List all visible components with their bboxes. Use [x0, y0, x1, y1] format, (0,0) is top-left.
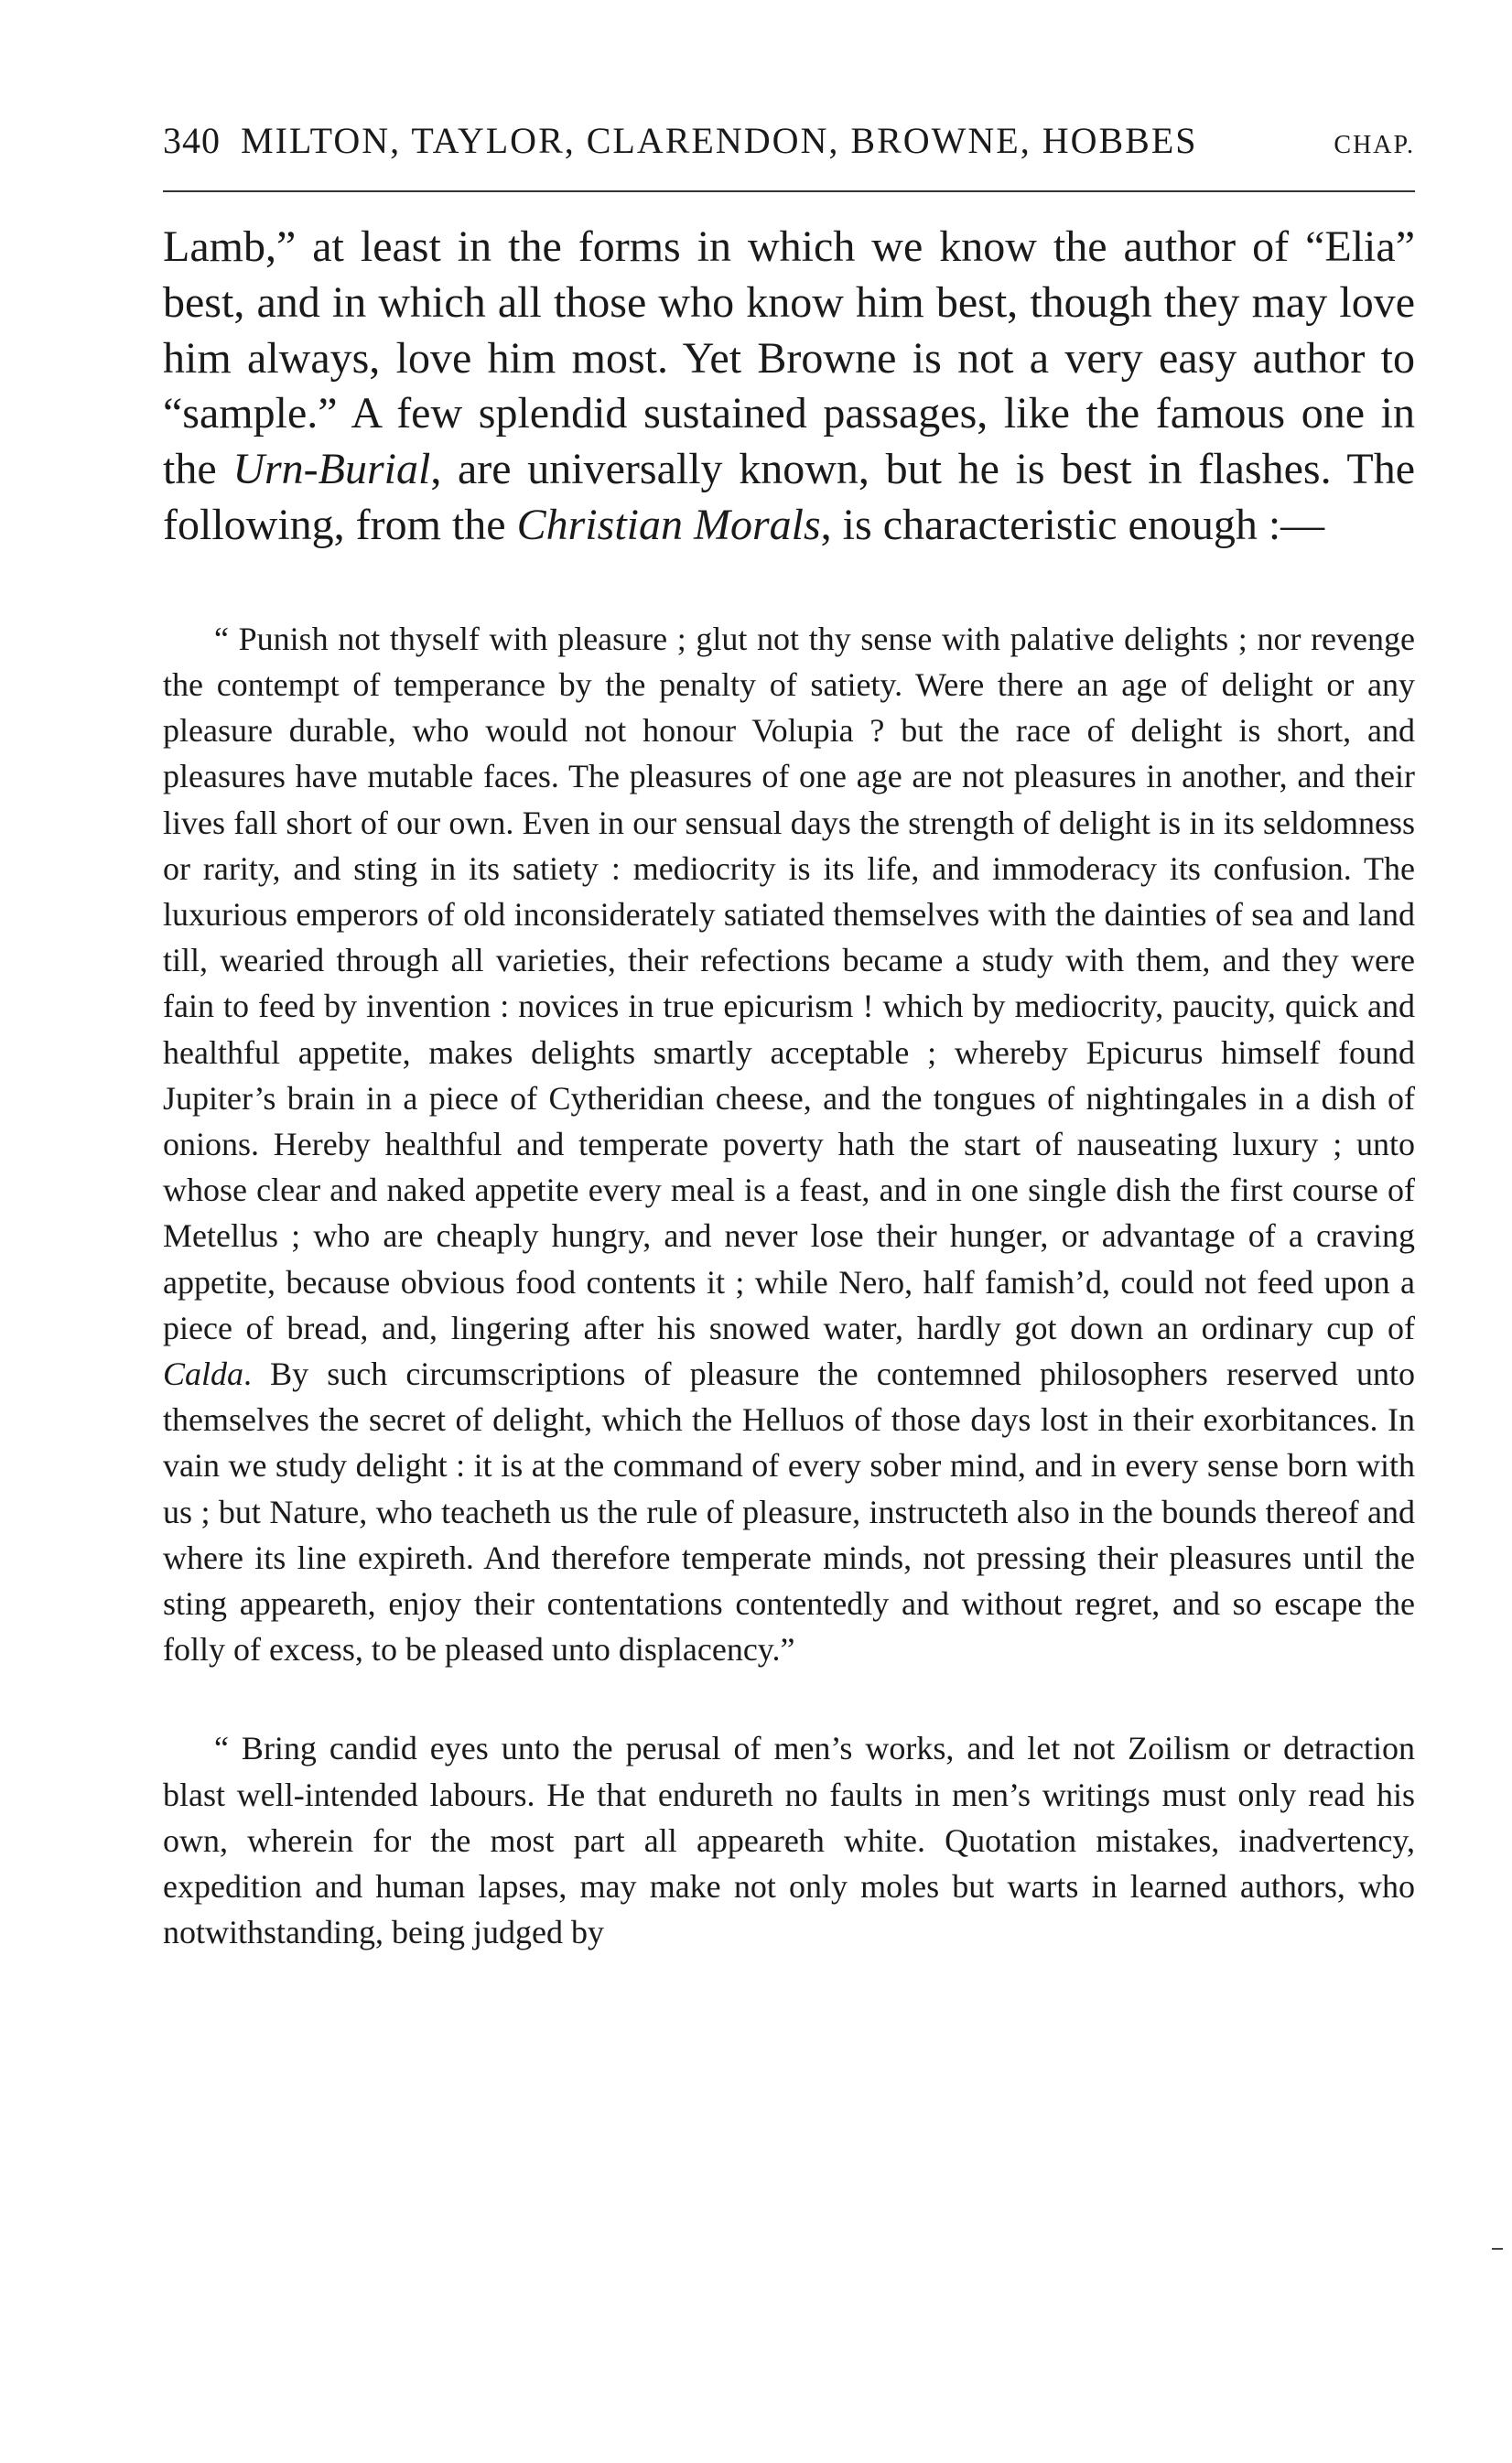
intro-text-3: , is characteristic enough :—	[820, 500, 1325, 549]
running-head-title: MILTON, TAYLOR, CLARENDON, BROWNE, HOBBES	[241, 120, 1198, 161]
block-quote-1	[163, 616, 1415, 1673]
intro-text-2: , are universally known, but he is best in flashes. The following, from the	[163, 445, 1416, 549]
block-quote-2	[163, 1725, 1415, 1955]
intro-paragraph	[163, 220, 1415, 554]
intro-title-urn-burial: Urn-Burial	[232, 445, 431, 494]
quote-1-text-2: . By such circumscriptions of pleasure the contemned philosophers reserved unto themselves the secret of delight, which the Helluos of those days lost in their exorbitances. In vain we study delight : it is at the command of every sober mind, and in every sense born with us ; but Nature, who teacheth us the rule of pleasure, instructeth also in the bounds thereof and where its line expireth. And therefore temperate minds, not pressing their pleasures until the sting appeareth, enjoy their contentations contentedly and without regret, and so escape the folly of excess, to be pleased unto displacency.”	[163, 1356, 1415, 1669]
quote-2-text: “ Bring candid eyes unto the perusal of men’s works, and let not Zoilism or detraction blast well-intended labours. He that endureth no faults in men’s writings must only read his own, wherein for the most part all appeareth white. Quotation mistakes, inadvertency, expedition and human lapses, may make not only moles but warts in learned authors, who notwithstanding, being judged by	[163, 1730, 1415, 1951]
running-head	[163, 119, 1415, 174]
margin-mark	[1492, 2248, 1503, 2250]
header-rule	[163, 190, 1415, 192]
intro-title-christian-morals: Christian Morals	[516, 500, 821, 549]
book-page	[163, 119, 1415, 1955]
quote-1-text-1: “ Punish not thyself with pleasure ; glut not thy sense with palative delights ; nor revenge the contempt of temperance by the penalty of satiety. Were there an age of delight or any pleasure durable, who would not honour Volupia ? but the race of delight is short, and pleasures have mutable faces. The pleasures of one age are not pleasures in another, and their lives fall short of our own. Even in our sensual days the strength of delight is in its seldomness or rarity, and sting in its satiety : mediocrity is its life, and immoderacy its confusion. The luxurious emperors of old inconsiderately satiated themselves with the dainties of sea and land till, wearied through all varieties, their refections became a study with them, and they were fain to feed by invention : novices in true epicurism ! which by mediocrity, paucity, quick and healthful appetite, makes delights smartly acceptable ; whereby Epicurus himself found Jupiter’s brain in a piece of Cytheridian cheese, and the tongues of nightingales in a dish of onions. Hereby healthful and temperate poverty hath the start of nauseating luxury ; unto whose clear and naked appetite every meal is a feast, and in one single dish the first course of Metellus ; who are cheaply hungry, and never lose their hunger, or advantage of a craving appetite, because obvious food contents it ; while Nero, half famish’d, could not feed upon a piece of bread, and, lingering after his snowed water, hardly got down an ordinary cup of	[163, 620, 1415, 1346]
quote-1-title-calda: Calda	[163, 1356, 244, 1393]
page-number: 340	[163, 120, 221, 161]
intro-text-1: Lamb,” at least in the forms in which we know the author of “Elia” best, and in which all those who know him best, though they may love him always, love him most. Yet Browne is not a very easy author to “sample.” A few splendid sustained passages, like the famous one in the	[163, 222, 1415, 494]
running-head-chapter: CHAP.	[1334, 131, 1415, 159]
